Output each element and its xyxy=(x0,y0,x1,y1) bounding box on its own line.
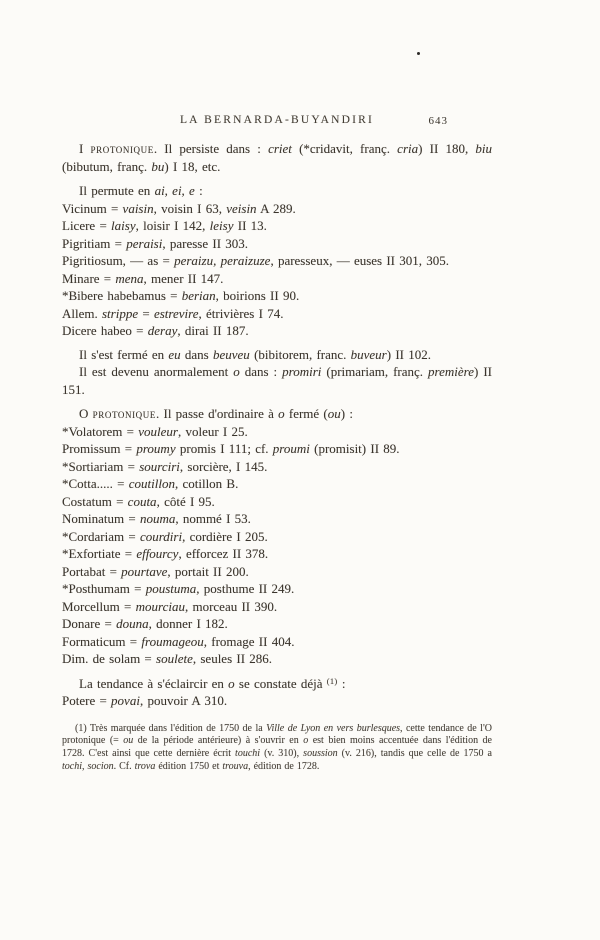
text-segment: pourtave xyxy=(121,563,168,579)
running-title: LA BERNARDA-BUYANDIRI xyxy=(179,114,375,126)
text-segment: se constate déjà xyxy=(234,675,327,691)
paragraph-permute xyxy=(62,182,492,200)
text-segment: , boirions II 90. xyxy=(215,288,300,303)
text-segment: ai, ei, e xyxy=(154,183,195,198)
text-segment: , côté I 95. xyxy=(156,493,215,509)
text-segment: Portabat = xyxy=(62,563,122,579)
text-segment: touchi xyxy=(235,748,261,760)
text-segment: protonique xyxy=(90,141,154,156)
entry-line xyxy=(62,633,492,651)
text-segment: Vicinum = xyxy=(62,200,123,216)
text-segment: protonique xyxy=(92,406,156,421)
text-segment: . Il persiste dans : xyxy=(153,141,269,156)
text-column xyxy=(62,114,492,774)
text-segment: couta xyxy=(127,493,157,509)
text-segment: Licere = xyxy=(62,218,112,233)
text-segment: buveur xyxy=(350,346,387,362)
text-segment: povai xyxy=(111,693,140,708)
text-segment: : xyxy=(194,183,203,198)
entry-line xyxy=(62,440,492,458)
text-segment: (1) xyxy=(326,675,338,686)
text-segment: o xyxy=(233,364,240,379)
entry-line xyxy=(62,252,492,270)
text-segment: I xyxy=(79,141,91,156)
entry-line xyxy=(62,217,492,235)
text-segment: est bien moins accentuée dans l'édition de 1728. C'est ainsi que cette dernière écrit xyxy=(62,735,492,760)
text-segment: Costatum = xyxy=(62,493,128,509)
paragraph-tendance xyxy=(62,673,492,693)
text-segment: , paresseux, — euses II 301, 305. xyxy=(270,253,450,268)
text-segment: ) I 18, etc. xyxy=(164,158,221,174)
text-segment: (primariam, franç. xyxy=(321,364,429,379)
text-segment: sourciri xyxy=(139,458,180,474)
text-segment: . Il passe d'ordinaire à xyxy=(155,406,279,421)
page-body xyxy=(62,140,492,774)
text-segment: o xyxy=(228,675,235,691)
text-segment: Promissum = xyxy=(62,441,137,456)
page-number: 643 xyxy=(428,115,448,127)
entry-line xyxy=(62,322,492,340)
text-segment: première xyxy=(428,364,474,379)
entry-line xyxy=(62,287,492,305)
text-segment: ou xyxy=(123,735,134,747)
text-segment: , cette tendance de l'O protonique (= xyxy=(62,722,492,747)
text-segment: Dicere habeo = xyxy=(62,323,148,338)
text-segment: proumy xyxy=(136,441,176,456)
text-segment: trova xyxy=(134,760,156,772)
text-segment: vaisin xyxy=(122,200,154,216)
entry-line xyxy=(62,493,492,511)
text-segment: Il est devenu anormalement xyxy=(79,364,234,379)
entry-line xyxy=(62,598,492,616)
text-segment: II 13. xyxy=(233,218,267,233)
entry-line xyxy=(62,650,492,668)
text-segment: *Sortiariam = xyxy=(62,458,140,474)
text-segment: promis I 111; cf. xyxy=(175,441,273,456)
text-segment: ) : xyxy=(340,406,353,421)
text-segment: O xyxy=(79,406,93,421)
text-segment: , fromage II 404. xyxy=(203,633,295,649)
text-segment: Il s'est fermé en xyxy=(79,346,169,362)
text-segment: , voisin I 63, xyxy=(153,200,227,216)
text-segment: proumi xyxy=(272,441,310,456)
text-segment: (bibitorem, franc. xyxy=(249,346,351,362)
text-segment: (*cridavit, franç. xyxy=(291,141,398,156)
text-segment: froumageou xyxy=(141,633,204,649)
text-segment: promiri xyxy=(282,364,322,379)
paragraph-i-protonique xyxy=(62,140,492,175)
entry-line xyxy=(62,458,492,476)
text-segment: de la période antérieure) à s'ouvrir en xyxy=(133,735,304,747)
text-segment: tochi, socion xyxy=(62,760,114,772)
text-segment: estrevire xyxy=(153,305,199,321)
text-segment: dans xyxy=(180,346,213,362)
text-segment: Pigritiam = xyxy=(62,235,127,251)
text-segment: , posthume II 249. xyxy=(196,581,295,596)
entry-line xyxy=(62,423,492,441)
entry-line xyxy=(62,692,492,710)
text-segment: mena xyxy=(115,270,144,286)
text-segment: strippe xyxy=(102,305,139,321)
text-segment: cria xyxy=(397,141,419,156)
text-segment: (v. 216), tandis que celle de 1750 a xyxy=(337,748,492,760)
entry-line xyxy=(62,545,492,563)
text-segment: A 289. xyxy=(256,200,296,216)
text-segment: Formaticum = xyxy=(62,633,142,649)
text-segment: , donner I 182. xyxy=(148,616,228,631)
text-segment: *Volatorem = xyxy=(62,423,139,439)
text-segment: poustuma xyxy=(145,581,197,596)
text-segment: coutillon xyxy=(128,476,175,491)
entry-line xyxy=(62,475,492,493)
text-segment: Nominatum = xyxy=(62,511,140,526)
text-segment: eu xyxy=(168,346,181,362)
text-segment: Allem. xyxy=(62,305,102,321)
text-segment: criet xyxy=(268,141,292,156)
text-segment: nouma xyxy=(139,511,176,526)
text-segment: , voleur I 25. xyxy=(177,423,248,439)
text-segment: , pouvoir A 310. xyxy=(139,693,228,708)
entry-line xyxy=(62,615,492,633)
text-segment: soussion xyxy=(303,748,338,760)
entry-line xyxy=(62,510,492,528)
text-segment: biu xyxy=(475,141,493,156)
text-segment: = xyxy=(138,305,154,321)
text-segment: , morceau II 390. xyxy=(184,598,278,614)
text-segment: , édition de 1728. xyxy=(248,760,320,772)
text-segment: Donare = xyxy=(62,616,117,631)
text-segment: mourciau xyxy=(135,598,185,614)
text-segment: , dirai II 187. xyxy=(177,323,249,338)
text-segment: peraizu, peraizuze xyxy=(174,253,271,268)
text-segment: , seules II 286. xyxy=(192,651,273,666)
text-segment: Pigritiosum, — as = xyxy=(62,253,175,268)
text-segment: trouva xyxy=(222,760,249,772)
text-segment: , efforcez II 378. xyxy=(178,546,269,561)
text-segment: , paresse II 303. xyxy=(162,235,249,251)
text-segment: veisin xyxy=(226,200,257,216)
text-segment: , portait II 200. xyxy=(167,563,249,579)
text-segment: effourcy xyxy=(136,546,179,561)
text-segment: , cordière I 205. xyxy=(182,528,268,544)
paragraph-o-protonique xyxy=(62,405,492,423)
text-segment: *Cordariam = xyxy=(62,528,140,544)
text-segment: *Cotta..... = xyxy=(62,476,129,491)
text-segment: , sorcière, I 145. xyxy=(179,458,268,474)
text-segment: Ville de Lyon en vers burlesques xyxy=(266,722,401,734)
text-segment: dans : xyxy=(239,364,283,379)
entry-line xyxy=(62,580,492,598)
text-segment: Dim. de solam = xyxy=(62,651,157,666)
text-segment: Morcellum = xyxy=(62,598,136,614)
text-segment: , loisir I 142, xyxy=(135,218,210,233)
text-segment: (1) Très marquée dans l'édition de 1750 de la xyxy=(75,722,267,734)
text-segment: courdiri xyxy=(139,528,183,544)
text-segment: vouleur xyxy=(138,423,178,439)
entry-line xyxy=(62,528,492,546)
paragraph-ferme xyxy=(62,346,492,364)
text-segment: , cotillon B. xyxy=(174,476,239,491)
text-segment: douna xyxy=(116,616,149,631)
text-segment: (v. 310), xyxy=(260,748,304,760)
text-segment: Il permute en xyxy=(79,183,155,198)
text-segment: , étrivières I 74. xyxy=(198,305,284,321)
text-segment: Potere = xyxy=(62,693,112,708)
text-segment: ) II 180, xyxy=(418,141,476,156)
page-header xyxy=(62,114,492,131)
text-segment: fermé ( xyxy=(284,406,328,421)
text-segment: *Bibere habebamus = xyxy=(62,288,182,303)
footnote xyxy=(62,723,492,774)
entry-line xyxy=(62,563,492,581)
text-segment: leisy xyxy=(209,218,234,233)
text-segment: laisy xyxy=(111,218,136,233)
text-segment: . Cf. xyxy=(113,760,135,772)
text-segment: ) II 102. xyxy=(386,346,431,362)
text-segment: soulete xyxy=(156,651,193,666)
text-segment: *Exfortiate = xyxy=(62,546,137,561)
text-segment: bu xyxy=(151,158,165,174)
text-segment: : xyxy=(337,675,346,691)
entry-line xyxy=(62,305,492,323)
text-segment: La tendance à s'éclaircir en xyxy=(79,675,229,691)
text-segment: édition 1750 et xyxy=(155,760,223,772)
ink-speck xyxy=(417,52,420,55)
entry-line xyxy=(62,270,492,288)
text-segment: o xyxy=(278,406,285,421)
text-segment: o xyxy=(303,735,309,747)
text-segment: , mener II 147. xyxy=(143,270,224,286)
entry-line xyxy=(62,235,492,253)
paragraph-devenu xyxy=(62,363,492,398)
text-segment: *Posthumam = xyxy=(62,581,146,596)
entry-line xyxy=(62,200,492,218)
text-segment: Minare = xyxy=(62,270,116,286)
text-segment: deray xyxy=(147,323,178,338)
text-segment: berian xyxy=(181,288,216,303)
text-segment: (bibutum, franç. xyxy=(62,158,152,174)
text-segment: ou xyxy=(327,406,341,421)
text-segment: ) II 151. xyxy=(62,364,492,397)
text-segment: beuveu xyxy=(213,346,250,362)
text-segment: peraisi xyxy=(126,235,163,251)
text-segment: , nommé I 53. xyxy=(175,511,251,526)
text-segment: (promisit) II 89. xyxy=(309,441,400,456)
